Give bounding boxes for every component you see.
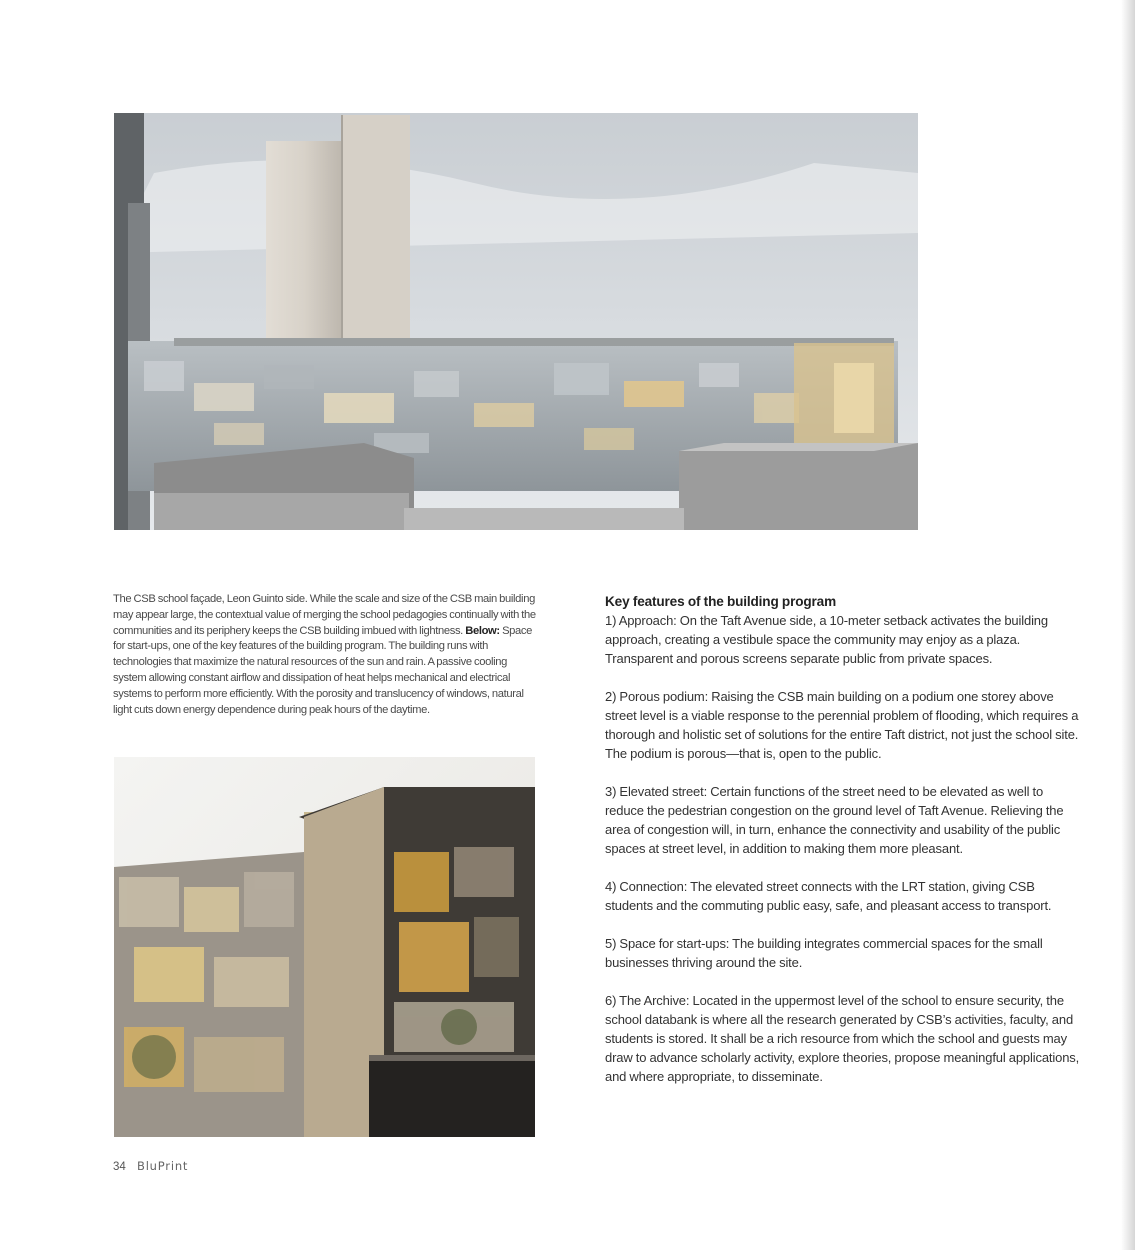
feature-porous-podium: 2) Porous podium: Raising the CSB main building on a podium one storey above street level is a viable response to the perennial problem of flooding, which requires a thorough and holistic set of solutions for the entire Taft district, not just the school site. The podium is porous—that is, open to the public. <box>605 689 1079 761</box>
startup-space-illustration <box>114 757 535 1137</box>
feature-elevated-street: 3) Elevated street: Certain functions of the street need to be elevated as well to reduce the pedestrian congestion on the ground level of Taft Avenue. Relieving the area of congestion will, in turn, enhance the connectivity and usability of the public spaces at street level, in addition to making them more pleasant. <box>605 784 1064 856</box>
page-number: 34 <box>113 1161 126 1173</box>
caption-part-2: Space for start-ups, one of the key features of the building program. The building runs with technologies that maximize the natural resources of the sun and rain. A passive cooling system allowing constant airflow and dissipation of heat helps mechanical and electrical systems to perform more efficiently. With the porosity and translucency of windows, natural light cuts down energy dependence during peak hours of the daytime. <box>113 624 533 716</box>
page-footer <box>113 1159 188 1173</box>
startup-space-render-image <box>114 757 535 1137</box>
caption-below-label: Below: <box>465 624 500 637</box>
features-heading: Key features of the building program <box>605 594 837 609</box>
key-features-section <box>605 592 1083 1105</box>
page-edge-shadow <box>1121 0 1135 1250</box>
caption-part-1: The CSB school façade, Leon Guinto side. While the scale and size of the CSB main building may appear large, the contextual value of merging the school pedagogies continually with the communities and its periphery keeps the CSB building imbued with lightness. <box>113 593 536 637</box>
feature-archive: 6) The Archive: Located in the uppermost level of the school to ensure security, the school databank is where all the research generated by CSB’s activities, faculty, and students is stored. It shall be a rich resource from which the school and guests may draw to advance scholarly activity, explore theories, propose meaningful applications, and where appropriate, to disseminate. <box>605 993 1080 1084</box>
facade-render-image <box>114 113 918 530</box>
facade-render-illustration <box>114 113 918 530</box>
feature-startup-space: 5) Space for start-ups: The building integrates commercial spaces for the small businesses thriving around the site. <box>605 936 1043 970</box>
image-caption <box>113 592 538 718</box>
magazine-brand: BluPrint <box>137 1159 189 1173</box>
feature-approach: 1) Approach: On the Taft Avenue side, a 10-meter setback activates the building approach, creating a vestibule space the community may enjoy as a plaza. Transparent and porous screens separate public from private spaces. <box>605 613 1048 666</box>
feature-connection: 4) Connection: The elevated street connects with the LRT station, giving CSB students and the commuting public easy, safe, and pleasant access to transport. <box>605 879 1052 913</box>
